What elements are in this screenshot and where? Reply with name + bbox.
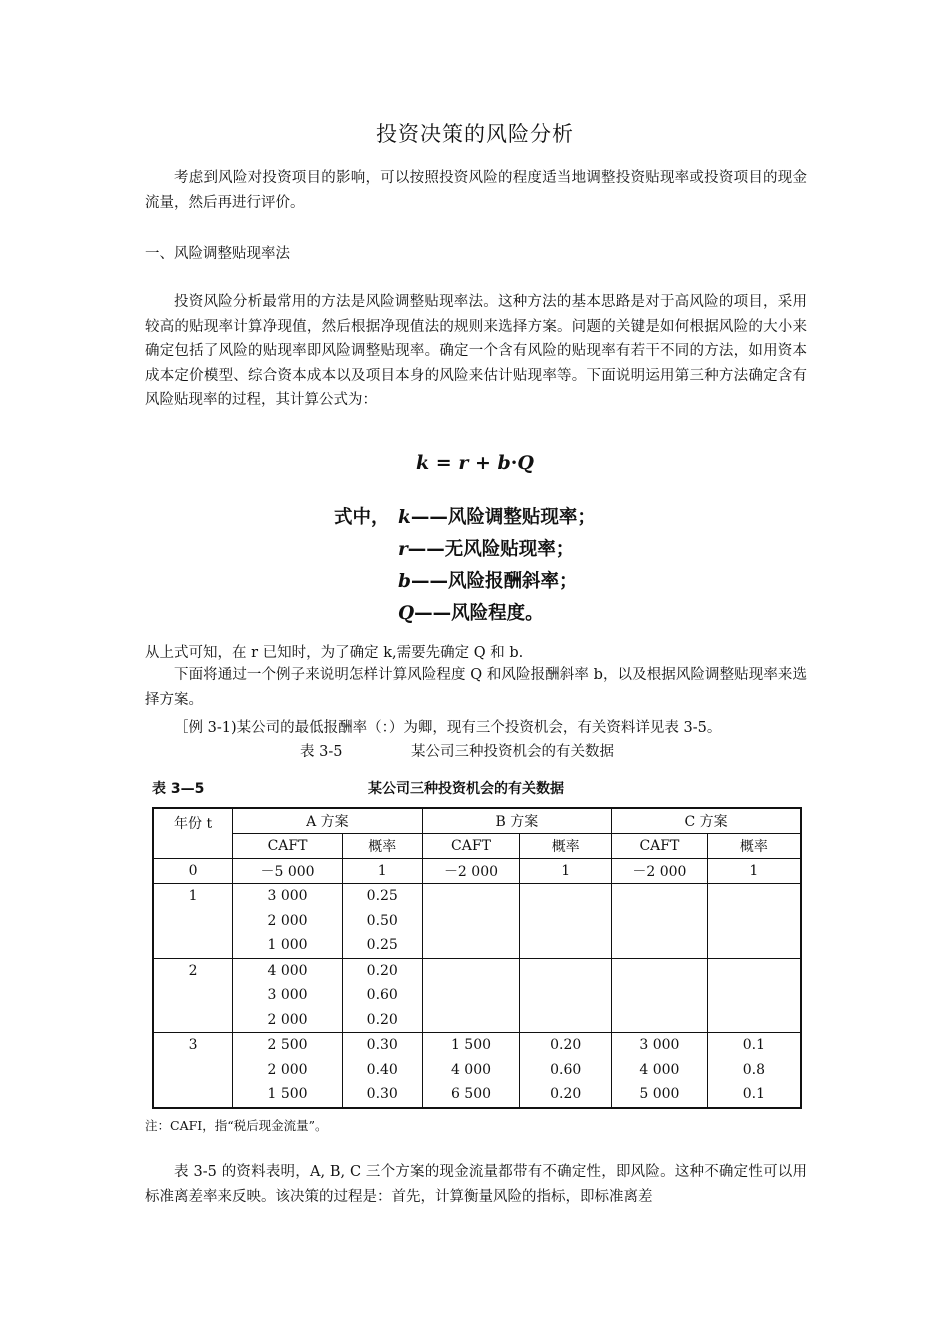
table-cell [422,983,520,1008]
col-header: 概率 [342,834,422,859]
table-cell [422,1008,520,1033]
table-cell: 1 500 [422,1033,520,1058]
table-cell [520,958,612,983]
formula-definitions [334,502,596,630]
table-cell [612,1008,708,1033]
table-cell [520,933,612,958]
investment-data-table [152,807,802,1109]
definition-row [334,502,596,534]
definition-row [334,566,596,598]
table-header-row [153,808,801,834]
table-subheader-row [153,834,801,859]
table-cell: 2 000 [233,909,343,934]
definition-text: ——风险调整贴现率； [410,507,596,528]
table-cell: 0.20 [520,1082,612,1108]
table-cell: 6 500 [422,1082,520,1108]
table-row [153,859,801,884]
table-cell [422,958,520,983]
example-statement: ［例 3-1)某公司的最低报酬率（：）为卿，现有三个投资机会，有关资料详见表 3-5。 [174,720,722,736]
definition-var: k [398,507,411,528]
table-cell: 2 000 [233,1058,343,1083]
table-cell: 0.60 [520,1058,612,1083]
table-cell [707,933,801,958]
plan-c-header: C 方案 [612,808,801,834]
definition-row [334,534,596,566]
table-cell [707,909,801,934]
formula-explanation: 从上式可知，在 r 已知时，为了确定 k,需要先确定 Q 和 b. [145,645,524,661]
year-cell: 0 [153,859,233,884]
formula-plus: + [468,452,498,474]
definition-row [334,598,596,630]
table-cell [520,884,612,909]
definition-var: b [398,571,411,592]
formula-equals: = [429,452,459,474]
col-header: CAFT [233,834,343,859]
plan-b-header: B 方案 [422,808,611,834]
table-cell: 0.20 [342,1008,422,1033]
table-cell: 0.1 [707,1082,801,1108]
table-note: 注：CAFI，指“税后现金流量”。 [145,1118,328,1133]
col-header: 概率 [520,834,612,859]
table-cell: 4 000 [422,1058,520,1083]
formula-dot: · [510,452,518,474]
table-cell [707,1008,801,1033]
table-cell: 2 500 [233,1033,343,1058]
table-caption-text: 某公司三种投资机会的有关数据 [411,744,614,760]
table-cell [520,909,612,934]
table-row [153,958,801,983]
table-cell: 4 000 [612,1058,708,1083]
table-caption-label: 表 3-5 [300,744,343,760]
table-cell: 0.60 [342,983,422,1008]
table-row [153,884,801,909]
table-cell: 5 000 [612,1082,708,1108]
table-cell [422,884,520,909]
table-cell: 0.25 [342,933,422,958]
table-cell: 2 000 [233,1008,343,1033]
table-cell [707,983,801,1008]
table-cell [707,884,801,909]
table-cell: 0.30 [342,1082,422,1108]
plan-a-header: A 方案 [233,808,422,834]
table-cell: 1 000 [233,933,343,958]
year-cell: 3 [153,1033,233,1108]
table-cell: 0.20 [342,958,422,983]
table-cell: 3 000 [612,1033,708,1058]
table-cell [612,909,708,934]
table-row [153,1058,801,1083]
table-row [153,1033,801,1058]
formula [0,452,950,474]
formula-r: r [458,452,469,474]
table-cell [422,933,520,958]
closing-paragraph: 表 3-5 的资料表明，A, B, C 三个方案的现金流量都带有不确定性，即风险。这种不确定性可以用标准离差率来反映。该决策的过程是：首先，计算衡量风险的指标，即标准离差 [145,1164,807,1205]
definition-text: ——风险报酬斜率； [410,571,578,592]
table-cell [422,909,520,934]
table-cell: 3 000 [233,983,343,1008]
table-cell: 0.20 [520,1033,612,1058]
formula-q: Q [517,452,534,474]
definition-var: r [398,539,408,560]
table-cell [707,958,801,983]
col-header: CAFT [422,834,520,859]
definition-text: ——无风险贴现率； [407,539,575,560]
table-title: 某公司三种投资机会的有关数据 [368,781,564,797]
table-cell: 0.50 [342,909,422,934]
year-cell: 2 [153,958,233,1033]
definition-var: Q [398,603,415,624]
table-cell [612,983,708,1008]
formula-b: b [497,452,511,474]
col-header: CAFT [612,834,708,859]
table-row [153,933,801,958]
table-row [153,1008,801,1033]
definition-text: ——风险程度。 [414,603,544,624]
year-header: 年份 t [153,808,233,859]
table-cell: 1 500 [233,1082,343,1108]
table-cell: 1 [520,859,612,884]
table-cell [612,884,708,909]
table-cell [612,933,708,958]
table-cell: 1 [707,859,801,884]
year-cell: 1 [153,884,233,959]
table-row [153,1082,801,1108]
table-row [153,983,801,1008]
example-intro-paragraph: 下面将通过一个例子来说明怎样计算风险程度 Q 和风险报酬斜率 b，以及根据风险调整贴现率来选择方案。 [145,667,807,708]
table-cell [612,958,708,983]
table-cell: 0.30 [342,1033,422,1058]
table-cell: 0.8 [707,1058,801,1083]
formula-k: k [416,452,430,474]
table-cell: －2 000 [422,859,520,884]
table-cell: －2 000 [612,859,708,884]
section-heading: 一、风险调整贴现率法 [145,246,290,262]
table-cell: 1 [342,859,422,884]
col-header: 概率 [707,834,801,859]
table-cell [520,983,612,1008]
page-title: 投资决策的风险分析 [376,122,574,146]
table-cell [520,1008,612,1033]
table-cell: 0.1 [707,1033,801,1058]
definition-lead: 式中， [334,507,390,528]
table-cell: 0.40 [342,1058,422,1083]
table-row [153,909,801,934]
table-label: 表 3—5 [152,781,205,797]
table-cell: －5 000 [233,859,343,884]
section-paragraph: 投资风险分析最常用的方法是风险调整贴现率法。这种方法的基本思路是对于高风险的项目，采用较高的贴现率计算净现值，然后根据净现值法的规则来选择方案。问题的关键是如何根据风险的大小来确定包括了风险的贴现率即风险调整贴现率。确定一个含有风险的贴现率有若干不同的方法，如用资本成本定价模型、综合资本成本以及项目本身的风险来估计贴现率等。下面说明运用第三种方法确定含有风险贴现率的过程，其计算公式为： [145,294,807,408]
table-cell: 4 000 [233,958,343,983]
intro-paragraph: 考虑到风险对投资项目的影响，可以按照投资风险的程度适当地调整投资贴现率或投资项目的现金流量，然后再进行评价。 [145,170,807,211]
table-cell: 0.25 [342,884,422,909]
table-cell: 3 000 [233,884,343,909]
